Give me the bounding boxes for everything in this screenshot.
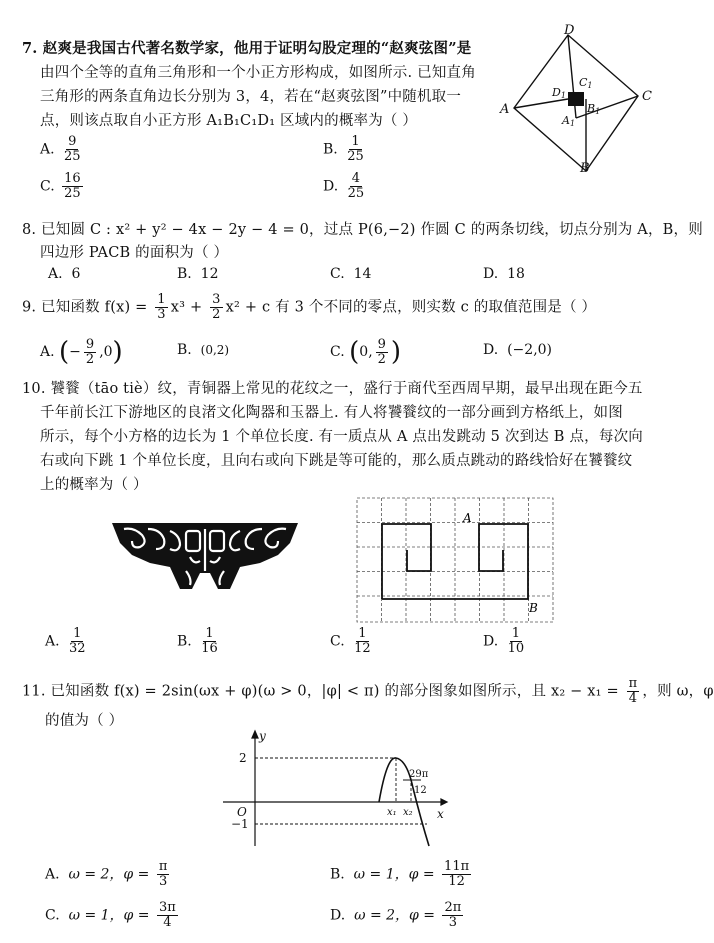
q9-option-c-fraction: $\frac{9}{2}$ <box>377 336 386 367</box>
x1-label: x₁ <box>387 807 397 818</box>
inner-square <box>568 92 584 106</box>
diag-line-a <box>514 99 568 108</box>
label-b: B <box>580 161 590 176</box>
q11-line1-fraction: $\frac{\pi}{4}$ <box>628 676 638 706</box>
q11-option-a[interactable]: A. ω = 2，φ = $\frac{\pi}{3}$ <box>45 859 168 889</box>
q11-option-d-fraction: $\frac{2\pi}{3}$ <box>444 900 462 930</box>
label-a: A <box>500 102 510 117</box>
q8-option-a[interactable]: A. 6 <box>48 266 81 282</box>
q7-option-a-fraction: $\frac{9}{25}$ <box>64 134 81 164</box>
mark-num: 29π <box>409 769 429 780</box>
q9-option-a-fraction: $\frac{9}{2}$ <box>85 336 95 367</box>
q7-option-d-fraction: $\frac{4}{25}$ <box>347 171 365 201</box>
q11-option-c-fraction: $\frac{3\pi}{4}$ <box>158 900 176 930</box>
q11-option-d[interactable]: D. ω = 2，φ = $\frac{2\pi}{3}$ <box>330 900 462 930</box>
q10-option-c[interactable]: C. $\frac{1}{12}$ <box>330 626 371 656</box>
q9-line-1: 9. 已知函数 f(x) = $\frac{1}{3}$ x³ + $\frac{3}{2}$ x² + c 有 3 个不同的零点，则实数 c 的取值范围是（ ） <box>22 292 597 322</box>
q11-option-c[interactable]: C. ω = 1，φ = $\frac{3\pi}{4}$ <box>45 900 176 930</box>
diag-line-c <box>576 96 638 118</box>
grid-label-a: A <box>463 511 472 525</box>
label-b1: B1 <box>587 102 601 116</box>
q7-line-2: 由四个全等的直角三角形和一个小正方形构成，如图所示. 已知直角 <box>40 65 476 81</box>
y-axis-label: y <box>259 729 266 743</box>
label-c1: C1 <box>579 76 593 90</box>
q11-option-b[interactable]: B. ω = 1，φ = $\frac{11\pi}{12}$ <box>330 859 470 889</box>
q7-option-b[interactable]: B. $\frac{1}{25}$ <box>323 134 364 164</box>
q10-line-5: 上的概率为（ ） <box>40 477 148 493</box>
q11-option-b-fraction: $\frac{11\pi}{12}$ <box>444 859 470 889</box>
q7-option-c-fraction: $\frac{16}{25}$ <box>64 171 81 201</box>
origin-label: O <box>237 805 247 819</box>
q10-line-2: 千年前长江下游地区的良渚文化陶器和玉器上. 有人将饕餮纹的一部分画到方格纸上，如图 <box>40 405 623 421</box>
x2-label: x₂ <box>403 807 413 818</box>
q10-line-1: 10. 饕餮（tāo tiè）纹，青铜器上常见的花纹之一，盛行于商代至西周早期，最早出现在距今五 <box>22 381 643 397</box>
q10-option-c-fraction: $\frac{1}{12}$ <box>354 626 371 656</box>
q8-option-c[interactable]: C. 14 <box>330 266 372 282</box>
label-c: C <box>642 89 652 104</box>
y-tick-2: 2 <box>239 751 247 765</box>
q11-line-2: 的值为（ ） <box>45 713 124 729</box>
q7-option-a[interactable]: A. $\frac{9}{25}$ <box>40 134 81 164</box>
q7-option-d[interactable]: D. $\frac{4}{25}$ <box>323 171 365 201</box>
taotie-path-left <box>382 524 431 599</box>
q10-option-b[interactable]: B. $\frac{1}{16}$ <box>177 626 218 656</box>
q9-option-d[interactable]: D. (−2,0) <box>483 342 553 358</box>
q8-option-b[interactable]: B. 12 <box>177 266 219 282</box>
q7-line-4: 点，则该点取自小正方形 A₁B₁C₁D₁ 区域内的概率为（ ） <box>40 113 418 129</box>
q8-line-2: 四边形 PACB 的面积为（ ） <box>40 245 229 261</box>
q9-option-b[interactable]: B. (0,2) <box>177 342 230 358</box>
q9-option-c[interactable]: C. (0, $\frac{9}{2}$ ) <box>330 336 402 367</box>
q7-line-1: 7. 赵爽是我国古代著名数学家，他用于证明勾股定理的“赵爽弦图”是 <box>22 40 472 57</box>
q10-line-3: 所示，每个小方格的边长为 1 个单位长度. 有一质点从 A 点出发跳动 5 次到达 B 点，每次向 <box>40 429 643 445</box>
q11-line-1: 11. 已知函数 f(x) = 2sin(ωx + φ)(ω > 0，|φ| < π) 的部分图象如图所示，且 x₂ − x₁ = $\frac{\pi}{4}$ ，则 ω，φ <box>22 676 714 706</box>
q11-option-a-fraction: $\frac{\pi}{3}$ <box>158 859 168 889</box>
q10-option-a-fraction: $\frac{1}{32}$ <box>69 626 86 656</box>
q8-option-d[interactable]: D. 18 <box>483 266 525 282</box>
label-d1: D1 <box>552 86 566 100</box>
sine-graph <box>215 728 455 850</box>
q7-option-c[interactable]: C. $\frac{16}{25}$ <box>40 171 81 201</box>
q10-option-d-fraction: $\frac{1}{10}$ <box>507 626 525 656</box>
q9-option-a[interactable]: A. (− $\frac{9}{2}$ ,0) <box>40 336 123 367</box>
y-tick-neg1: −1 <box>231 817 249 831</box>
q10-option-d[interactable]: D. $\frac{1}{10}$ <box>483 626 525 656</box>
q7-line-3: 三角形的两条直角边长分别为 3，4，若在“赵爽弦图”中随机取一 <box>40 89 462 105</box>
q7-option-b-fraction: $\frac{1}{25}$ <box>347 134 364 164</box>
q10-line-4: 右或向下跳 1 个单位长度，且向右或向下跳是等可能的，那么质点跳动的路线恰好在饕餮纹 <box>40 453 633 469</box>
zhao-shuang-diagram <box>500 23 660 176</box>
mark-den: 12 <box>414 785 427 796</box>
taotie-pattern-image <box>110 515 300 593</box>
q10-option-a[interactable]: A. $\frac{1}{32}$ <box>45 626 86 656</box>
taotie-grid-figure <box>355 496 555 624</box>
x-axis-label: x <box>437 807 444 821</box>
label-d: D <box>564 23 575 38</box>
q9-frac-1: $\frac{1}{3}$ <box>157 292 166 322</box>
q9-frac-2: $\frac{3}{2}$ <box>212 292 221 322</box>
label-a1: A1 <box>562 114 576 128</box>
q10-option-b-fraction: $\frac{1}{16}$ <box>201 626 218 656</box>
grid-label-b: B <box>529 601 538 615</box>
q8-line-1: 8. 已知圆 C : x² + y² − 4x − 2y − 4 = 0，过点 P(6,−2) 作圆 C 的两条切线，切点分别为 A，B，则 <box>22 222 703 238</box>
